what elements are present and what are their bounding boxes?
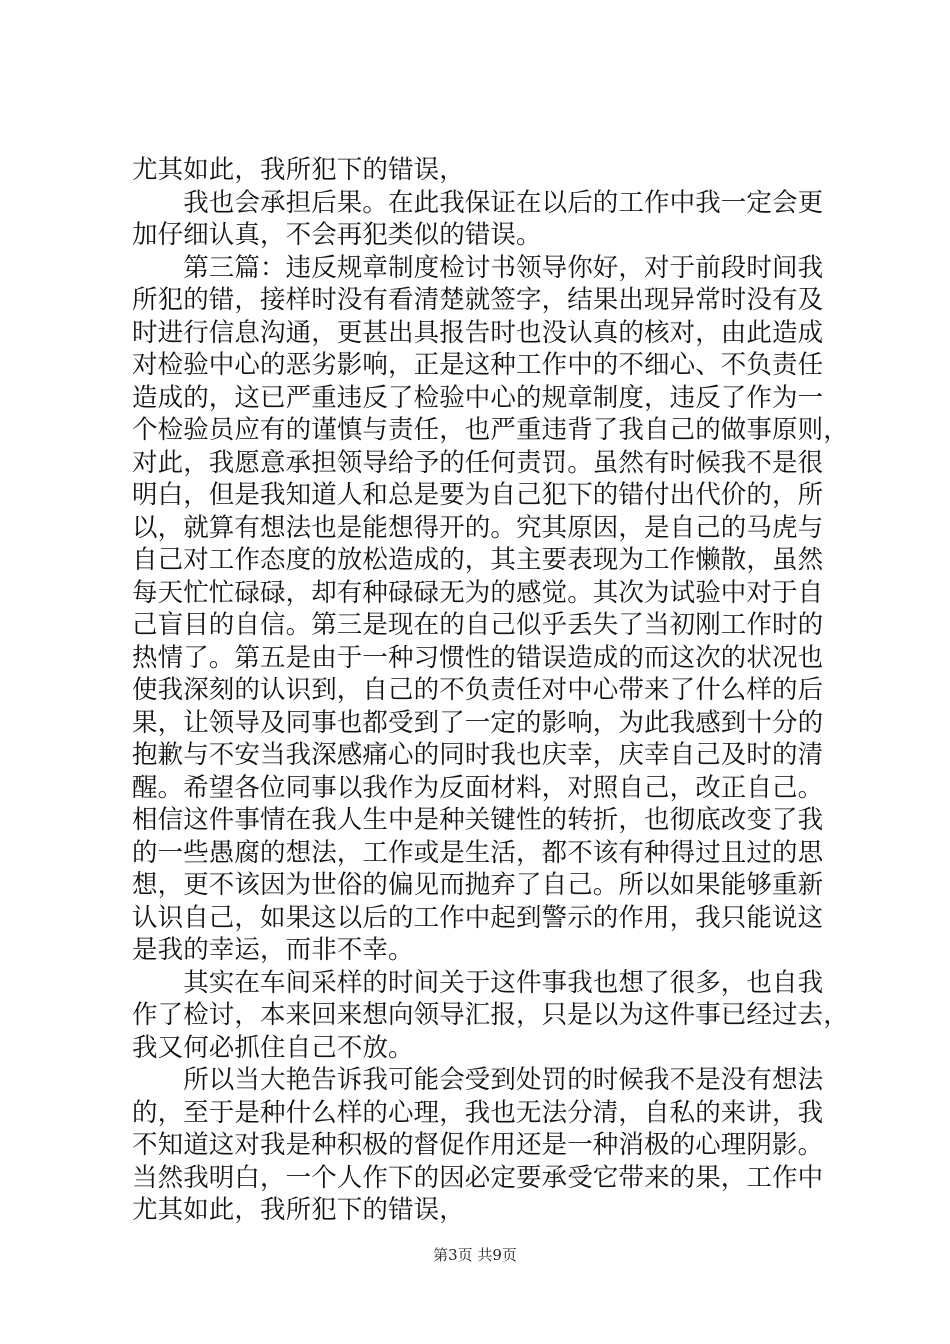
text-line: 是我的幸运，而非不幸。	[132, 935, 414, 965]
text-line: 每天忙忙碌碌，却有种碌碌无为的感觉。其次为试验中对于自	[132, 577, 824, 608]
text-line: 对此，我愿意承担领导给予的任何责罚。虽然有时候我不是很	[132, 447, 824, 478]
text-line: 尤其如此，我所犯下的错误，	[132, 1195, 465, 1225]
text-line: 醒。希望各位同事以我作为反面材料，对照自己，改正自己。	[132, 772, 824, 803]
text-line: 尤其如此，我所犯下的错误，	[132, 155, 465, 185]
text-line: 不知道这对我是种积极的督促作用还是一种消极的心理阴影。	[132, 1130, 824, 1160]
text-line: 我也会承担后果。在此我保证在以后的工作中我一定会更	[132, 187, 824, 218]
text-line: 加仔细认真，不会再犯类似的错误。	[132, 220, 542, 250]
text-line: 自己对工作态度的放松造成的，其主要表现为工作懒散，虽然	[132, 545, 824, 575]
text-line: 所以当大艳告诉我可能会受到处罚的时候我不是没有想法	[132, 1065, 824, 1095]
text-line: 想，更不该因为世俗的偏见而抛弃了自己。所以如果能够重新	[132, 870, 824, 900]
text-line: 作了检讨，本来回来想向领导汇报，只是以为这件事已经过去，	[132, 1000, 849, 1030]
text-line: 对检验中心的恶劣影响，正是这种工作中的不细心、不负责任	[132, 350, 824, 380]
text-line: 明白，但是我知道人和总是要为自己犯下的错付出代价的，所	[132, 480, 824, 510]
text-line: 当然我明白，一个人作下的因必定要承受它带来的果，工作中	[132, 1162, 824, 1193]
text-line: 第三篇：违反规章制度检讨书领导你好，对于前段时间我	[132, 252, 824, 283]
text-line: 热情了。第五是由于一种习惯性的错误造成的而这次的状况也	[132, 642, 824, 673]
text-line: 相信这件事情在我人生中是种关键性的转折，也彻底改变了我	[132, 805, 824, 835]
text-line: 使我深刻的认识到，自己的不负责任对中心带来了什么样的后	[132, 675, 824, 705]
text-line: 己盲目的自信。第三是现在的自己似乎丢失了当初刚工作时的	[132, 610, 824, 640]
text-line: 的一些愚腐的想法，工作或是生活，都不该有种得过且过的思	[132, 837, 824, 868]
page-number-label: 第3页 共9页	[433, 1246, 517, 1264]
text-line: 个检验员应有的谨慎与责任，也严重违背了我自己的做事原则，	[132, 415, 849, 445]
text-line: 抱歉与不安当我深感痛心的同时我也庆幸，庆幸自己及时的清	[132, 740, 824, 770]
text-line: 造成的，这已严重违反了检验中心的规章制度，违反了作为一	[132, 382, 824, 413]
text-line: 我又何必抓住自己不放。	[132, 1032, 414, 1063]
text-line: 以，就算有想法也是能想得开的。究其原因，是自己的马虎与	[132, 512, 824, 543]
text-line: 果，让领导及同事也都受到了一定的影响，为此我感到十分的	[132, 707, 824, 738]
text-line: 认识自己，如果这以后的工作中起到警示的作用，我只能说这	[132, 902, 824, 933]
text-line: 时进行信息沟通，更甚出具报告时也没认真的核对，由此造成	[132, 317, 824, 348]
text-line: 所犯的错，接样时没有看清楚就签字，结果出现异常时没有及	[132, 285, 824, 315]
page-footer	[0, 1245, 950, 1265]
text-line: 的，至于是种什么样的心理，我也无法分清，自私的来讲，我	[132, 1097, 824, 1128]
document-body	[132, 154, 849, 1227]
text-line: 其实在车间采样的时间关于这件事我也想了很多，也自我	[132, 967, 824, 998]
